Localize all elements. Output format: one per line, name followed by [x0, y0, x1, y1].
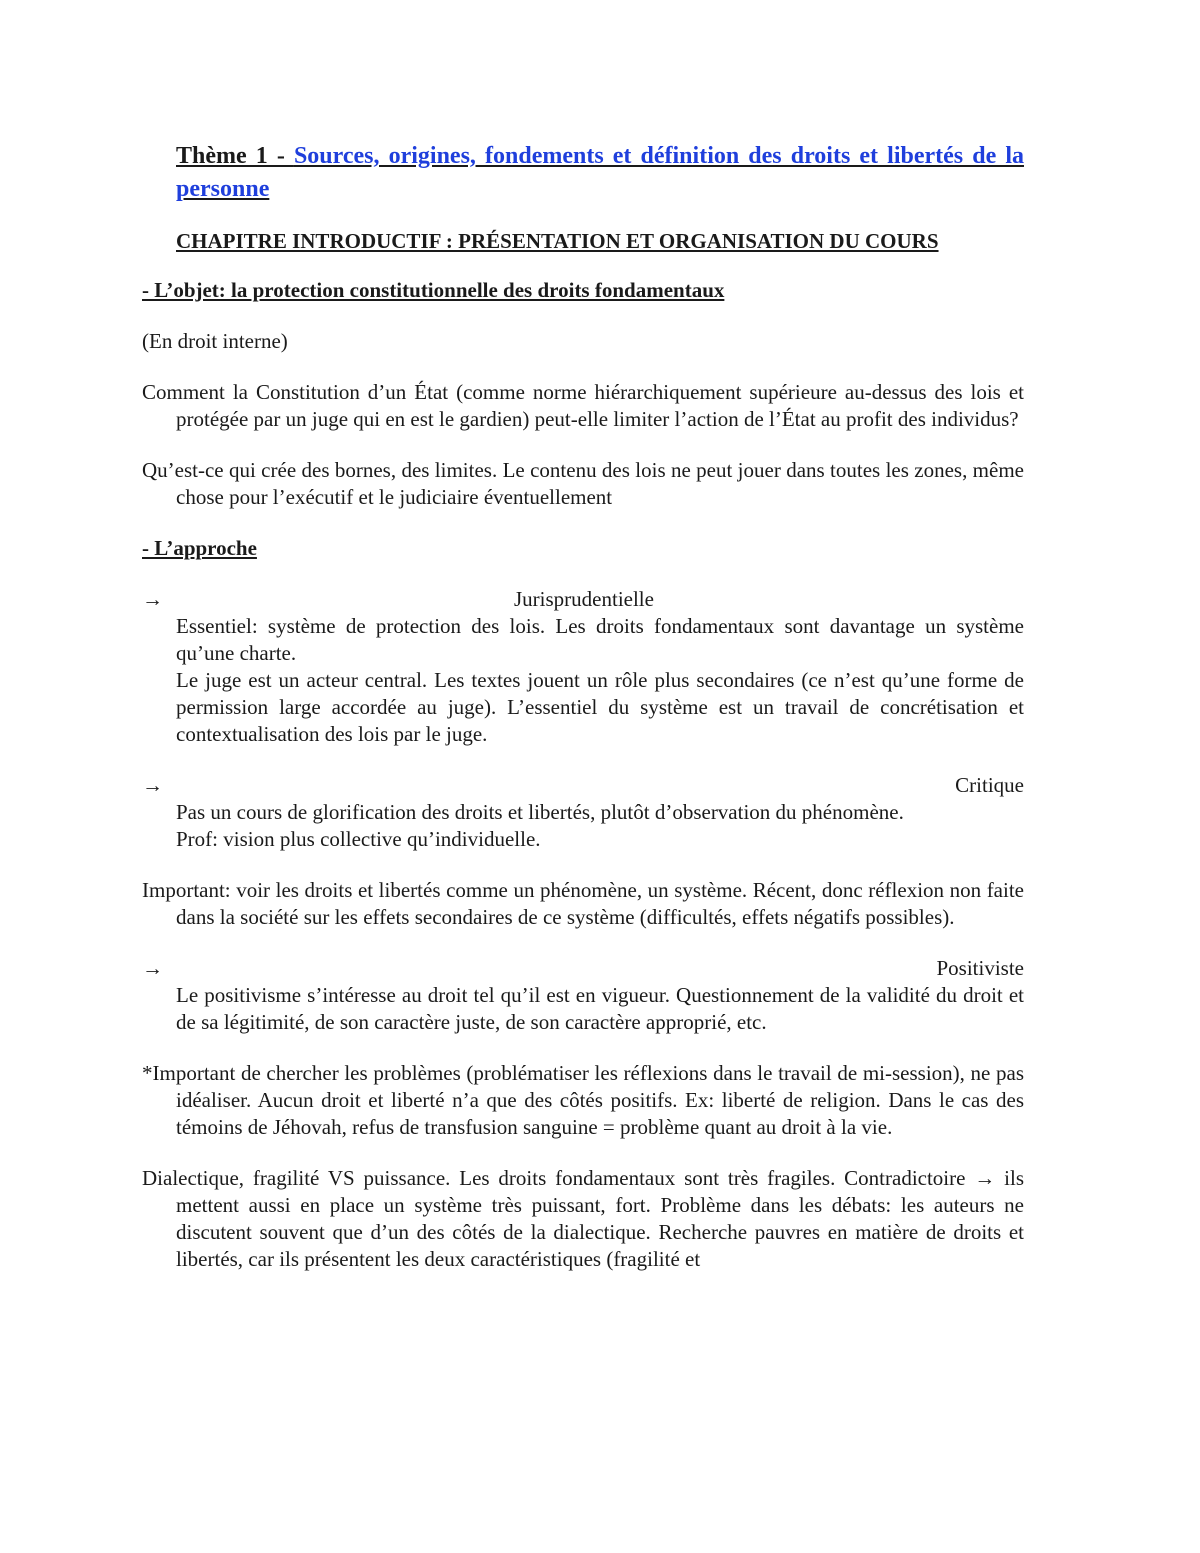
paragraph-problematiser: *Important de chercher les problèmes (problématiser les réflexions dans le travail de mi-session), ne pas idéaliser. Aucun droit et liberté n’a que des côtés positifs. Ex: liberté de religion. Dans le cas des témoins de Jéhovah, refus de transfusion sanguine = problème quant au droit à la vie.	[142, 1061, 1024, 1139]
section-heading-approche: - L’approche	[142, 536, 257, 560]
approach-header	[142, 955, 1024, 982]
approach-line: Le positivisme s’intéresse au droit tel qu’il est en vigueur. Questionnement de la validité du droit et de sa légitimité, de son caractère juste, de son caractère approprié, etc.	[176, 983, 1024, 1034]
approach-line: Pas un cours de glorification des droits et libertés, plutôt d’observation du phénomène.	[176, 800, 904, 824]
section-heading-objet: - L’objet: la protection constitutionnelle des droits fondamentaux	[142, 278, 725, 302]
approach-body	[142, 982, 1024, 1036]
approach-line: Essentiel: système de protection des lois. Les droits fondamentaux sont davantage un système qu’une charte.	[176, 614, 1024, 665]
approach-body	[142, 799, 1024, 853]
approach-label: Critique	[955, 773, 1024, 797]
approach-positiviste	[142, 955, 1024, 1036]
approach-line: Le juge est un acteur central. Les textes jouent un rôle plus secondaires (ce n’est qu’une forme de permission large accordée au juge). L’essentiel du système est un travail de concrétisation et contextualisation des lois par le juge.	[176, 668, 1024, 746]
paragraph-constitution: Comment la Constitution d’un État (comme norme hiérarchiquement supérieure au-dessus des lois et protégée par un juge qui en est le gardien) peut-elle limiter l’action de l’État au profit des individus?	[142, 380, 1024, 431]
title-prefix: Thème 1 -	[176, 143, 294, 169]
title-link[interactable]: Sources, origines, fondements et définition des droits et libertés de la personne	[176, 143, 1024, 202]
approach-line: Prof: vision plus collective qu’individuelle.	[176, 827, 541, 851]
approach-header	[142, 772, 1024, 799]
document-title	[176, 140, 1024, 206]
approach-body	[142, 613, 1024, 748]
arrow-icon: →	[142, 956, 163, 980]
scope-note: (En droit interne)	[142, 329, 288, 353]
arrow-icon: →	[142, 773, 163, 797]
approach-label: Positiviste	[936, 956, 1024, 980]
approach-critique	[142, 772, 1024, 853]
document-content	[142, 140, 1024, 1297]
arrow-icon: →	[142, 587, 163, 611]
paragraph-dialectique: Dialectique, fragilité VS puissance. Les droits fondamentaux sont très fragiles. Contradictoire → ils mettent aussi en place un système très puissant, fort. Problème dans les débats: les auteurs ne discutent souvent que d’un des côtés de la dialectique. Recherche pauvres en matière de droits et libertés, car ils présentent les deux caractéristiques (fragilité et	[142, 1166, 1024, 1271]
paragraph-bornes: Qu’est-ce qui crée des bornes, des limites. Le contenu des lois ne peut jouer dans toutes les zones, même chose pour l’exécutif et le judiciaire éventuellement	[142, 458, 1024, 509]
approach-header	[142, 586, 1024, 613]
chapter-heading: CHAPITRE INTRODUCTIF : PRÉSENTATION ET ORGANISATION DU COURS	[176, 229, 939, 253]
paragraph-important: Important: voir les droits et libertés comme un phénomène, un système. Récent, donc réflexion non faite dans la société sur les effets secondaires de ce système (difficultés, effets négatifs possibles).	[142, 878, 1024, 929]
approach-jurisprudentielle	[142, 586, 1024, 748]
approach-label: Jurisprudentielle	[514, 587, 654, 611]
